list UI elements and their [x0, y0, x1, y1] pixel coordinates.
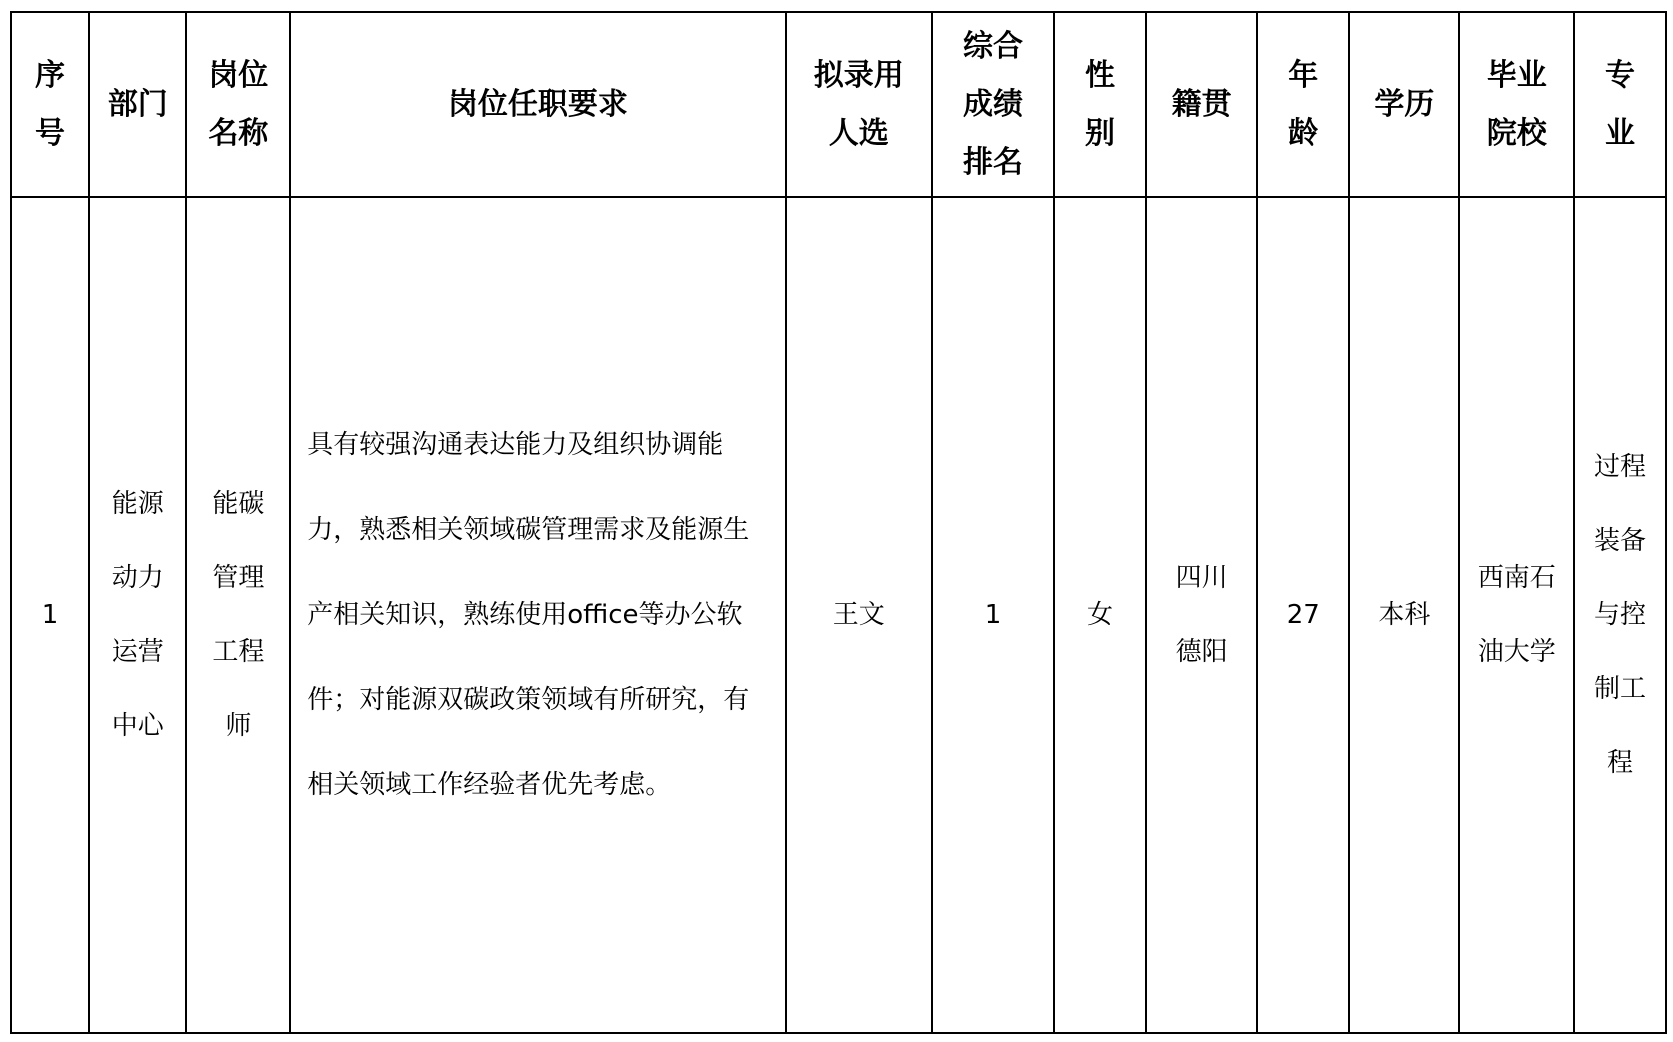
header-hometown: 籍贯 — [1146, 12, 1257, 197]
header-age: 年 龄 — [1257, 12, 1349, 197]
cell-candidate: 王文 — [786, 197, 933, 1033]
header-department: 部门 — [89, 12, 186, 197]
cell-rank: 1 — [932, 197, 1054, 1033]
cell-education: 本科 — [1349, 197, 1459, 1033]
header-rank: 综合 成绩 排名 — [932, 12, 1054, 197]
header-major: 专 业 — [1574, 12, 1666, 197]
cell-school: 西南石 油大学 — [1459, 197, 1573, 1033]
cell-position: 能碳 管理 工程 师 — [186, 197, 290, 1033]
cell-age: 27 — [1257, 197, 1349, 1033]
header-row — [11, 12, 1666, 197]
cell-department: 能源 动力 运营 中心 — [89, 197, 186, 1033]
cell-hometown: 四川 德阳 — [1146, 197, 1257, 1033]
cell-major: 过程 装备 与控 制工 程 — [1574, 197, 1666, 1033]
recruitment-table — [10, 11, 1667, 1034]
cell-index: 1 — [11, 197, 89, 1033]
header-gender: 性 别 — [1054, 12, 1146, 197]
header-index: 序 号 — [11, 12, 89, 197]
cell-gender: 女 — [1054, 197, 1146, 1033]
header-position: 岗位 名称 — [186, 12, 290, 197]
header-candidate: 拟录用 人选 — [786, 12, 933, 197]
header-education: 学历 — [1349, 12, 1459, 197]
cell-requirements: 具有较强沟通表达能力及组织协调能力，熟悉相关领域碳管理需求及能源生产相关知识，熟练使用office等办公软件；对能源双碳政策领域有所研究，有相关领域工作经验者优先考虑。 — [290, 197, 785, 1033]
table-row — [11, 197, 1666, 1033]
header-school: 毕业 院校 — [1459, 12, 1573, 197]
header-requirements: 岗位任职要求 — [290, 12, 785, 197]
